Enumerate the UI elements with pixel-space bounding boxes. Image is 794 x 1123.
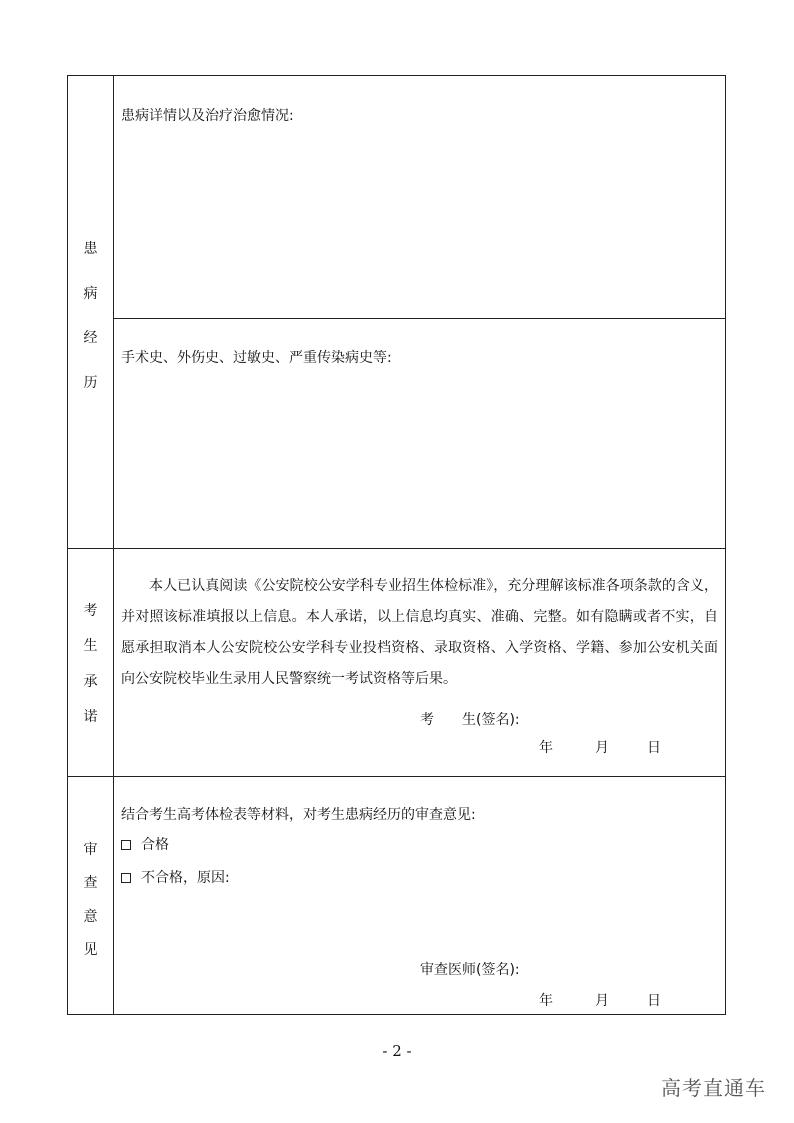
- label-char: 考: [83, 603, 98, 619]
- reviewer-signature-label: 审查医师(签名):: [420, 962, 520, 978]
- page-number: - 2 -: [382, 1042, 412, 1060]
- date-year: 年: [539, 740, 553, 756]
- watermark: 高考直通车: [661, 1076, 766, 1100]
- review-section-label: [68, 843, 113, 957]
- date-year: 年: [539, 993, 553, 1009]
- label-char: 经: [83, 330, 98, 347]
- date-month: 月: [595, 993, 609, 1009]
- label-char: 查: [83, 875, 98, 892]
- label-char: 病: [83, 285, 98, 302]
- date-day: 日: [647, 740, 661, 756]
- review-intro: 结合考生高考体检表等材料，对考生患病经历的审查意见:: [121, 807, 476, 823]
- label-char: 患: [83, 241, 98, 257]
- label-char: 历: [83, 374, 98, 391]
- section-divider-1: [68, 548, 725, 549]
- label-char: 审: [83, 842, 98, 858]
- medical-history-section-label: [68, 242, 113, 390]
- date-month: 月: [595, 740, 609, 756]
- option-pass-label: 合格: [141, 837, 169, 853]
- candidate-signature-date: [539, 739, 661, 757]
- label-char: 承: [83, 673, 98, 690]
- medical-history-inner-divider: [113, 318, 725, 319]
- label-char: 意: [83, 908, 98, 925]
- commitment-section-label: [68, 604, 113, 724]
- label-char: 见: [83, 941, 98, 958]
- health-form-table: [67, 75, 726, 1015]
- illness-details-label: 患病详情以及治疗治愈情况:: [121, 108, 294, 124]
- date-day: 日: [647, 993, 661, 1009]
- reviewer-signature-date: [539, 992, 661, 1010]
- option-pass[interactable]: [121, 836, 169, 854]
- option-fail[interactable]: [121, 869, 230, 887]
- option-fail-label: 不合格，原因:: [141, 870, 230, 886]
- label-char: 生: [83, 638, 98, 655]
- checkbox-pass[interactable]: [121, 840, 131, 850]
- section-divider-2: [68, 776, 725, 777]
- candidate-signature-label: 考 生(签名):: [420, 712, 520, 728]
- label-char: 诺: [83, 708, 98, 725]
- other-history-label: 手术史、外伤史、过敏史、严重传染病史等:: [121, 350, 392, 366]
- label-column-divider: [113, 76, 114, 1014]
- commitment-statement: 本人已认真阅读《公安院校公安学科专业招生体检标准》，充分理解该标准各项条款的含义，并对照该标准填报以上信息。本人承诺，以上信息均真实、准确、完整。如有隐瞒或者不实，自愿承担取消本人公安院校公安学科专业投档资格、录取资格、入学资格、学籍、参加公安机关面向公安院校毕业生录用人民警察统一考试资格等后果。: [121, 578, 718, 687]
- checkbox-fail[interactable]: [121, 873, 131, 883]
